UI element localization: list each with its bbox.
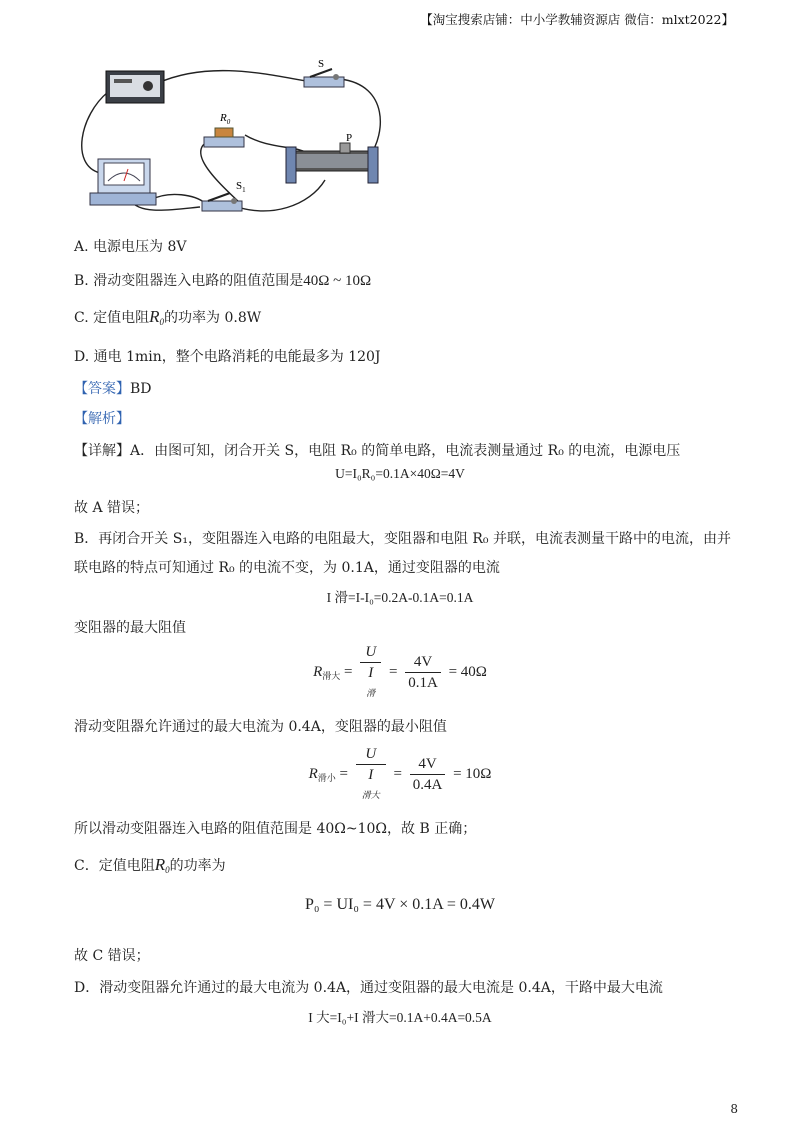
detail-b-max-label: 变阻器的最大阻值 (74, 620, 186, 636)
option-b: B. 滑动变阻器连入电路的阻值范围是40Ω ~ 10Ω (74, 273, 372, 289)
formula-b-min: $R_{滑小}$ = U I 滑大 = $\frac{4V}{0.4A}$ = 10Ω (308, 746, 492, 800)
option-a: A. 电源电压为 8V (74, 239, 187, 255)
switch-s (304, 69, 344, 87)
circuit-diagram (70, 55, 400, 225)
page-number: 8 (730, 1102, 738, 1116)
detail-a-conclusion: 故 A 错误； (74, 500, 150, 516)
label-p: P (346, 132, 353, 144)
label-s1: $S_1$ (236, 180, 246, 194)
detail-b-min-label: 滑动变阻器允许通过的最大电流为 0.4A，变阻器的最小阻值 (74, 719, 447, 735)
page-header: 【淘宝搜索店铺：中小学教辅资源店 微信：mlxt2022】 (420, 12, 734, 27)
formula-b-max: $R_{滑大}$ = U I 滑 = $\frac{4V}{0.1A}$ = 40Ω (313, 644, 487, 698)
analysis-tag: 【解析】 (74, 411, 130, 427)
option-c: C. 定值电阻$R_0$的功率为 0.8W (74, 307, 262, 327)
ammeter (90, 159, 156, 205)
detail-b-conclusion: 所以滑动变阻器连入电路的阻值范围是 40Ω~10Ω，故 B 正确； (74, 821, 477, 837)
detail-b-line2: 联电路的特点可知通过 R₀ 的电流不变，为 0.1A，通过变阻器的电流 (74, 560, 500, 576)
resistor-r0 (204, 128, 244, 147)
answer-line: 【答案】BD (74, 381, 152, 397)
formula-d: I 大=I₀+I 滑大=0.1A+0.4A=0.5A (308, 1010, 492, 1025)
power-supply (106, 71, 164, 103)
detail-b-line1: B．再闭合开关 S₁，变阻器连入电路的电阻最大，变阻器和电阻 R₀ 并联，电流表测量干路中的电流，由并 (74, 531, 731, 547)
formula-b1: I 滑=I-I₀=0.2A-0.1A=0.1A (326, 590, 474, 605)
detail-c-conclusion: 故 C 错误； (74, 948, 150, 964)
switch-s1 (202, 193, 242, 211)
detail-c-line: C．定值电阻$R_0$的功率为 (74, 855, 226, 875)
detail-a-line: 【详解】A．由图可知，闭合开关 S，电阻 R₀ 的简单电路，电流表测量通过 R₀ 的电流，电源电压 (74, 443, 681, 459)
label-s: S (318, 58, 325, 70)
formula-a: U=I₀R₀=0.1A×40Ω=4V (335, 466, 465, 481)
label-r0: $R_0$ (220, 112, 231, 126)
formula-c: P₀ = UI₀ = 4V × 0.1A = 0.4W (304, 896, 496, 913)
detail-d-line: D．滑动变阻器允许通过的最大电流为 0.4A，通过变阻器的最大电流是 0.4A，干路中最大电流 (74, 980, 663, 996)
rheostat-p (286, 143, 378, 183)
option-d: D. 通电 1min，整个电路消耗的电能最多为 120J (74, 349, 381, 365)
